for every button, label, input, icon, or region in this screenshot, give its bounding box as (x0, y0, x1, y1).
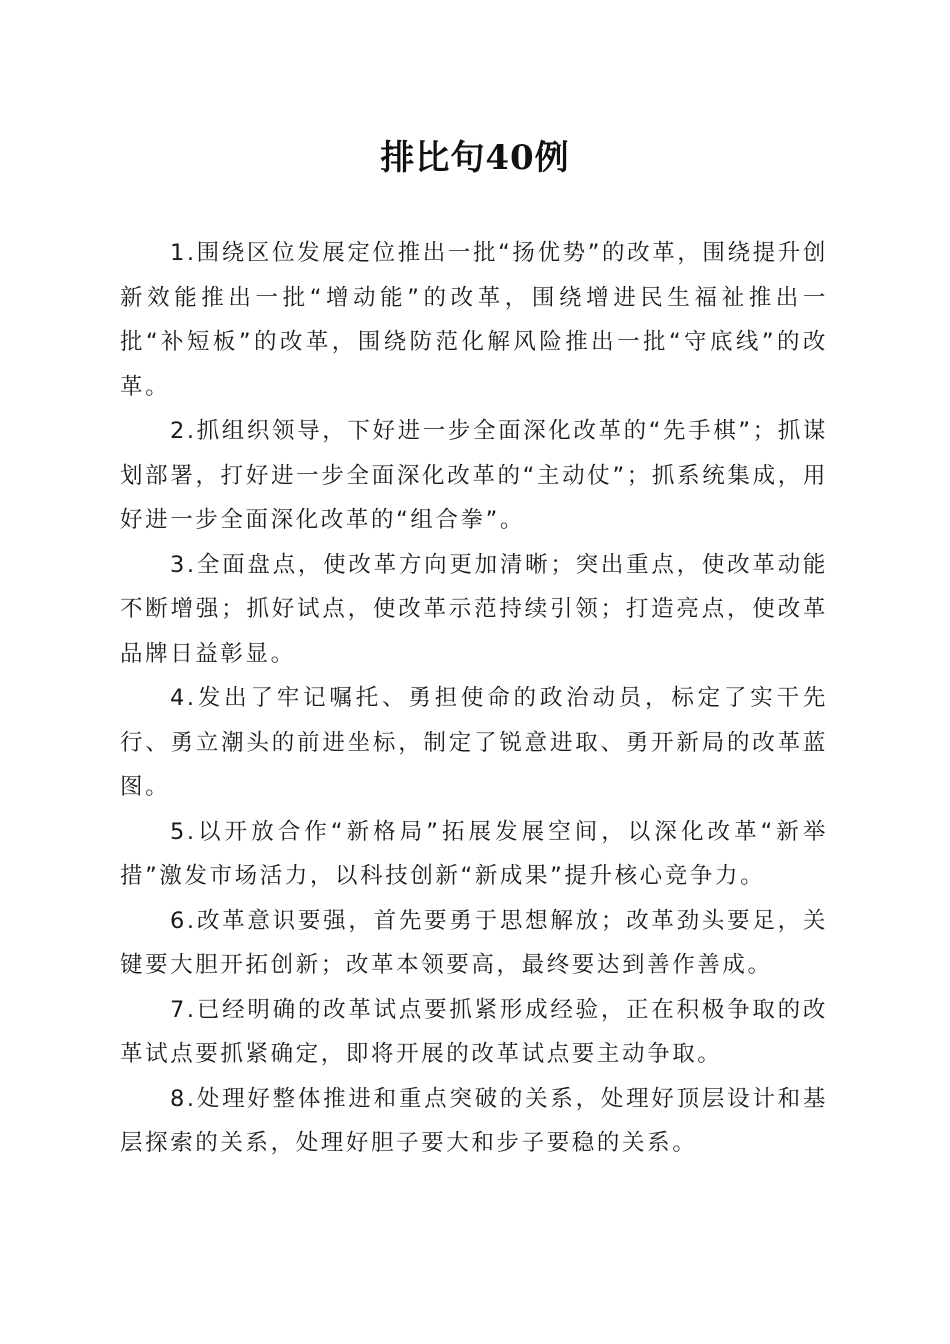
paragraph-1: 1.围绕区位发展定位推出一批“扬优势”的改革，围绕提升创新效能推出一批“增动能”的改革，围绕增进民生福祉推出一批“补短板”的改革，围绕防范化解风险推出一批“守底线”的改革。 (120, 240, 828, 400)
paragraph-8: 8.处理好整体推进和重点突破的关系，处理好顶层设计和基层探索的关系，处理好胆子要大和步子要稳的关系。 (120, 1085, 828, 1156)
document-body (120, 231, 828, 1166)
paragraph-6: 6.改革意识要强，首先要勇于思想解放；改革劲头要足，关键要大胆开拓创新；改革本领要高，最终要达到善作善成。 (120, 907, 828, 978)
document-title: 排比句40例 (380, 138, 570, 178)
paragraph-4: 4.发出了牢记嘱托、勇担使命的政治动员，标定了实干先行、勇立潮头的前进坐标，制定了锐意进取、勇开新局的改革蓝图。 (120, 685, 828, 800)
paragraph-7: 7.已经明确的改革试点要抓紧形成经验，正在积极争取的改革试点要抓紧确定，即将开展的改革试点要主动争取。 (120, 996, 828, 1067)
paragraph-2: 2.抓组织领导，下好进一步全面深化改革的“先手棋”；抓谋划部署，打好进一步全面深化改革的“主动仗”；抓系统集成，用好进一步全面深化改革的“组合拳”。 (120, 418, 828, 533)
paragraph-5: 5.以开放合作“新格局”拓展发展空间，以深化改革“新举措”激发市场活力，以科技创新“新成果”提升核心竞争力。 (120, 818, 828, 889)
paragraph-3: 3.全面盘点，使改革方向更加清晰；突出重点，使改革动能不断增强；抓好试点，使改革示范持续引领；打造亮点，使改革品牌日益彰显。 (120, 551, 828, 667)
